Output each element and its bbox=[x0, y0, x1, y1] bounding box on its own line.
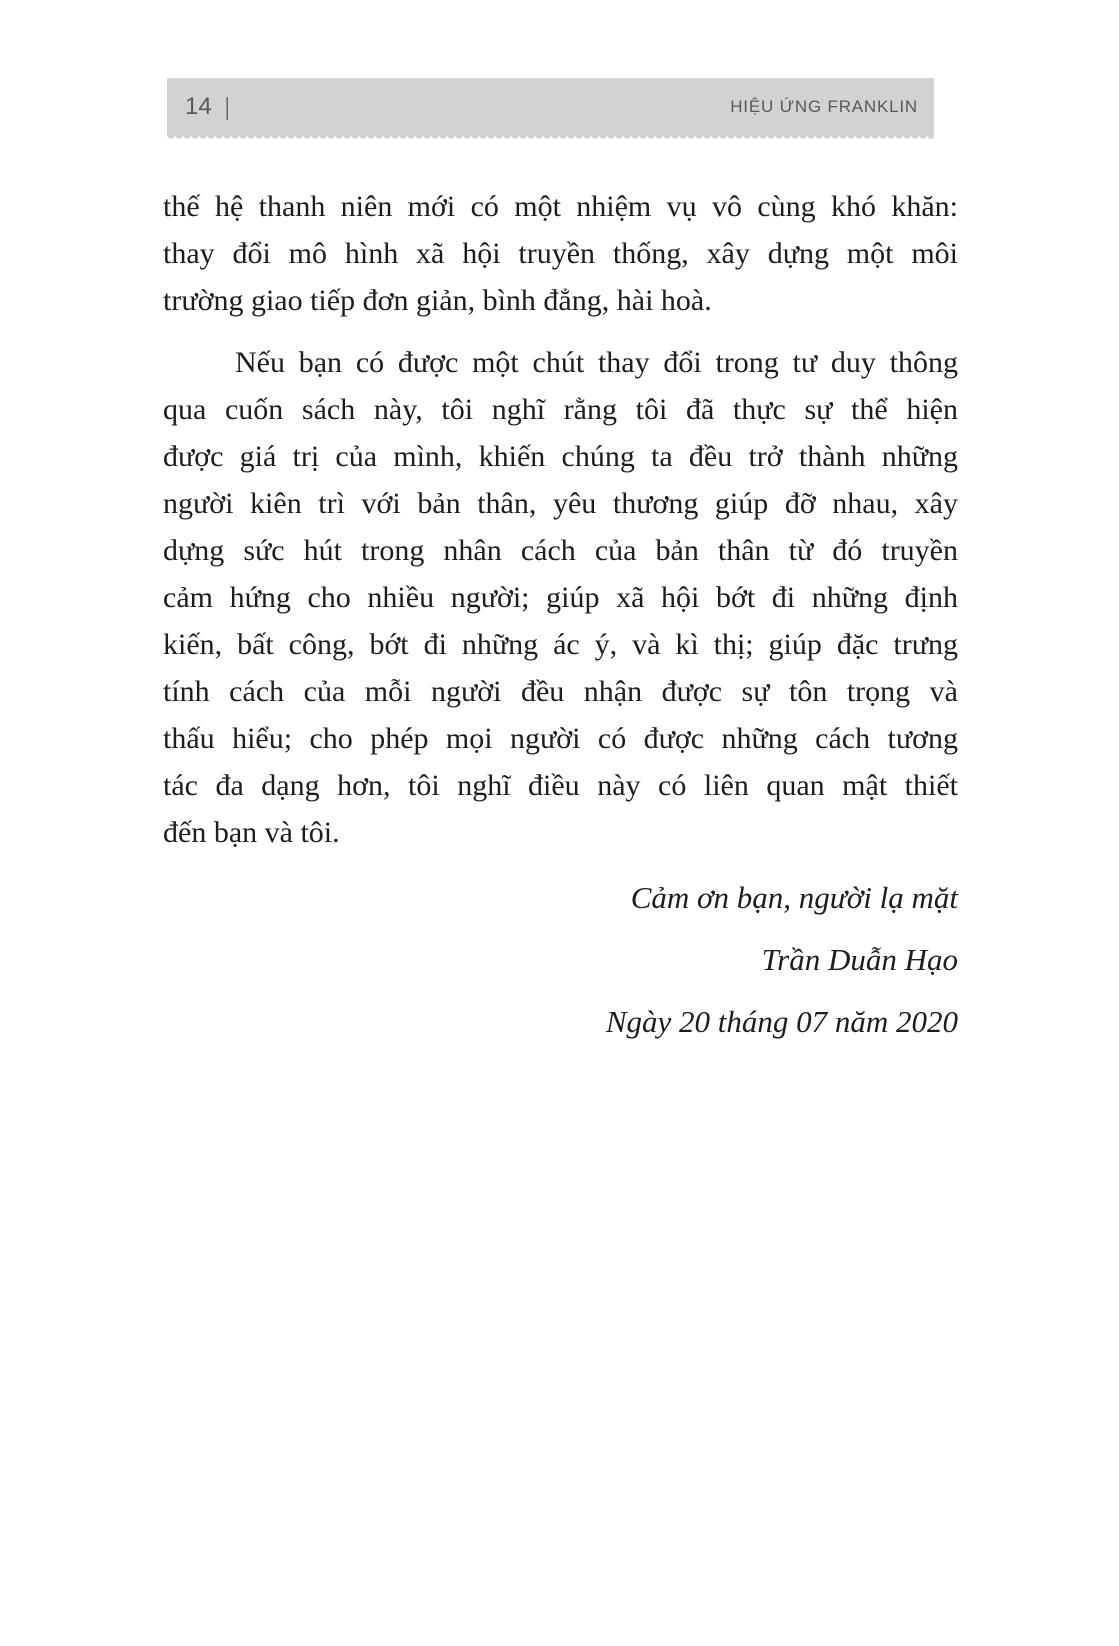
text-line: cảm hứng cho nhiều người; giúp xã hội bớt đi những định bbox=[163, 581, 958, 614]
text-line: tác đa dạng hơn, tôi nghĩ điều này có liên quan mật thiết bbox=[163, 769, 958, 802]
paragraph bbox=[163, 183, 958, 324]
text-line: thế hệ thanh niên mới có một nhiệm vụ vô cùng khó khăn: bbox=[163, 190, 958, 223]
text-line: kiến, bất công, bớt đi những ác ý, và kì thị; giúp đặc trưng bbox=[163, 628, 958, 661]
text-line: thay đổi mô hình xã hội truyền thống, xây dựng một môi bbox=[163, 237, 958, 270]
text-line: người kiên trì với bản thân, yêu thương giúp đỡ nhau, xây bbox=[163, 487, 958, 520]
page-number-divider: | bbox=[224, 92, 230, 121]
text-line: Nếu bạn có được một chút thay đổi trong tư duy thông bbox=[235, 346, 958, 379]
text-line: qua cuốn sách này, tôi nghĩ rằng tôi đã thực sự thể hiện bbox=[163, 393, 958, 426]
running-header bbox=[167, 78, 934, 136]
text-line: thấu hiểu; cho phép mọi người có được những cách tương bbox=[163, 722, 958, 755]
signature-block bbox=[163, 867, 958, 1053]
page-number-group bbox=[185, 93, 230, 122]
text-line: được giá trị của mình, khiến chúng ta đều trở thành những bbox=[163, 440, 958, 473]
body-paragraphs bbox=[163, 183, 958, 856]
signature-line: Cảm ơn bạn, người lạ mặt bbox=[630, 880, 958, 915]
text-line: dựng sức hút trong nhân cách của bản thân từ đó truyền bbox=[163, 534, 958, 567]
signature-line: Ngày 20 tháng 07 năm 2020 bbox=[605, 1004, 958, 1039]
signature-line: Trần Duẫn Hạo bbox=[761, 942, 958, 977]
text-line: tính cách của mỗi người đều nhận được sự tôn trọng và bbox=[163, 675, 958, 708]
text-line: đến bạn và tôi. bbox=[163, 816, 340, 849]
running-title: HIỆU ỨNG FRANKLIN bbox=[730, 97, 918, 116]
page-number: 14 bbox=[185, 93, 212, 120]
paragraph bbox=[163, 339, 958, 856]
text-line: trường giao tiếp đơn giản, bình đẳng, hài hoà. bbox=[163, 284, 712, 317]
